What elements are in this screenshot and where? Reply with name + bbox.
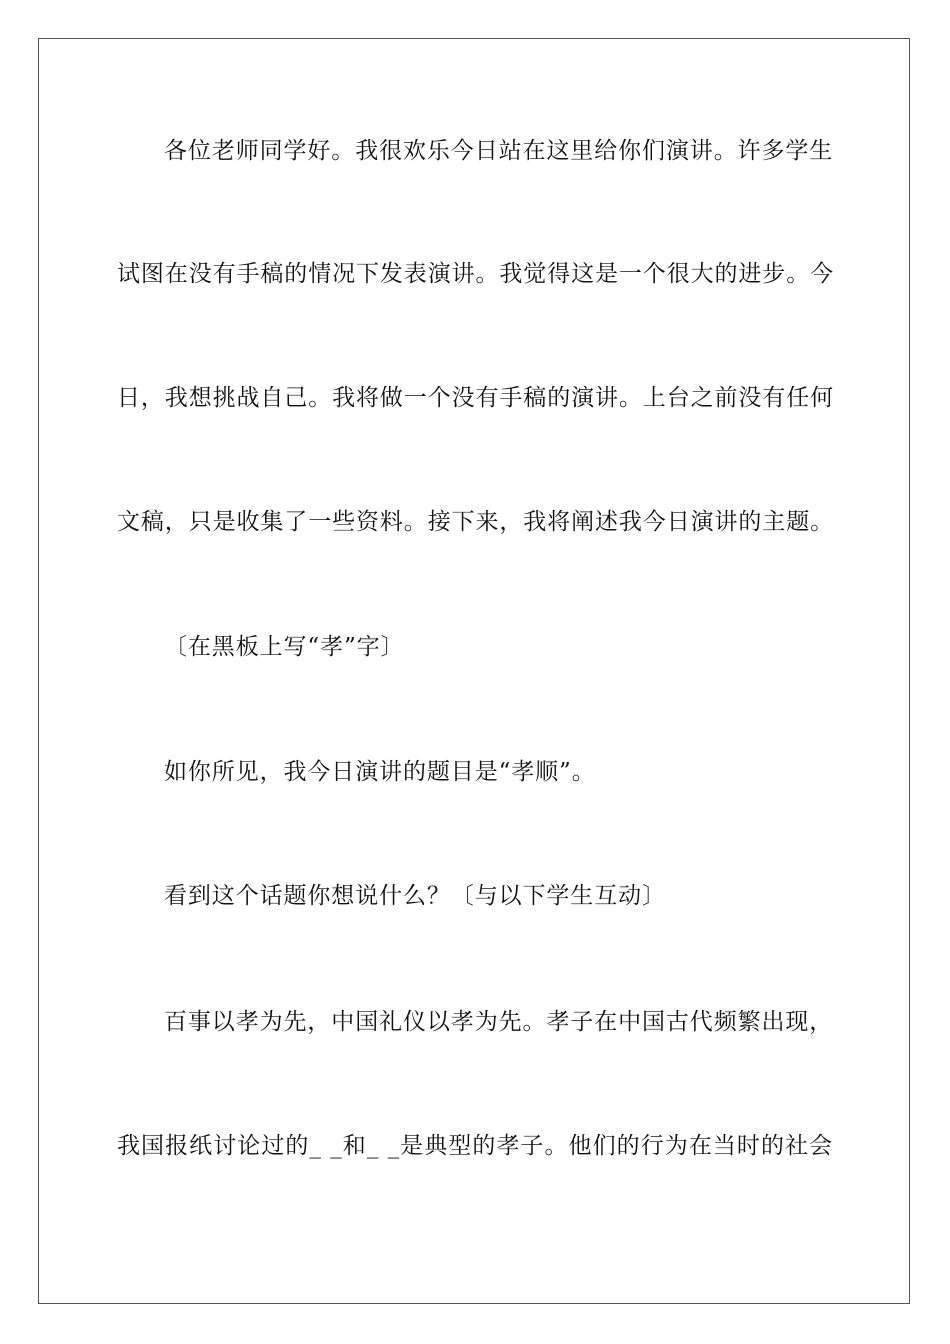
- paragraph-line-1: 各位老师同学好。我很欢乐今日站在这里给你们演讲。许多学生: [164, 138, 834, 164]
- paragraph-line-8: 百事以孝为先，中国礼仪以孝为先。孝子在中国古代频繁出现，: [164, 1009, 834, 1035]
- paragraph-line-9: 我国报纸讨论过的_ _和_ _是典型的孝子。他们的行为在当时的社会: [117, 1133, 833, 1159]
- page-border: [38, 38, 910, 1304]
- paragraph-line-3: 日，我想挑战自己。我将做一个没有手稿的演讲。上台之前没有任何: [117, 385, 834, 411]
- paragraph-line-4: 文稿，只是收集了一些资料。接下来，我将阐述我今日演讲的主题。: [117, 509, 834, 535]
- paragraph-line-6: 如你所见，我今日演讲的题目是“孝顺”。: [164, 759, 596, 785]
- paragraph-line-7: 看到这个话题你想说什么？〔与以下学生互动〕: [164, 883, 666, 909]
- stage-direction-line: 〔在黑板上写“孝”字〕: [164, 634, 405, 660]
- paragraph-line-2: 试图在没有手稿的情况下发表演讲。我觉得这是一个很大的进步。今: [117, 261, 834, 287]
